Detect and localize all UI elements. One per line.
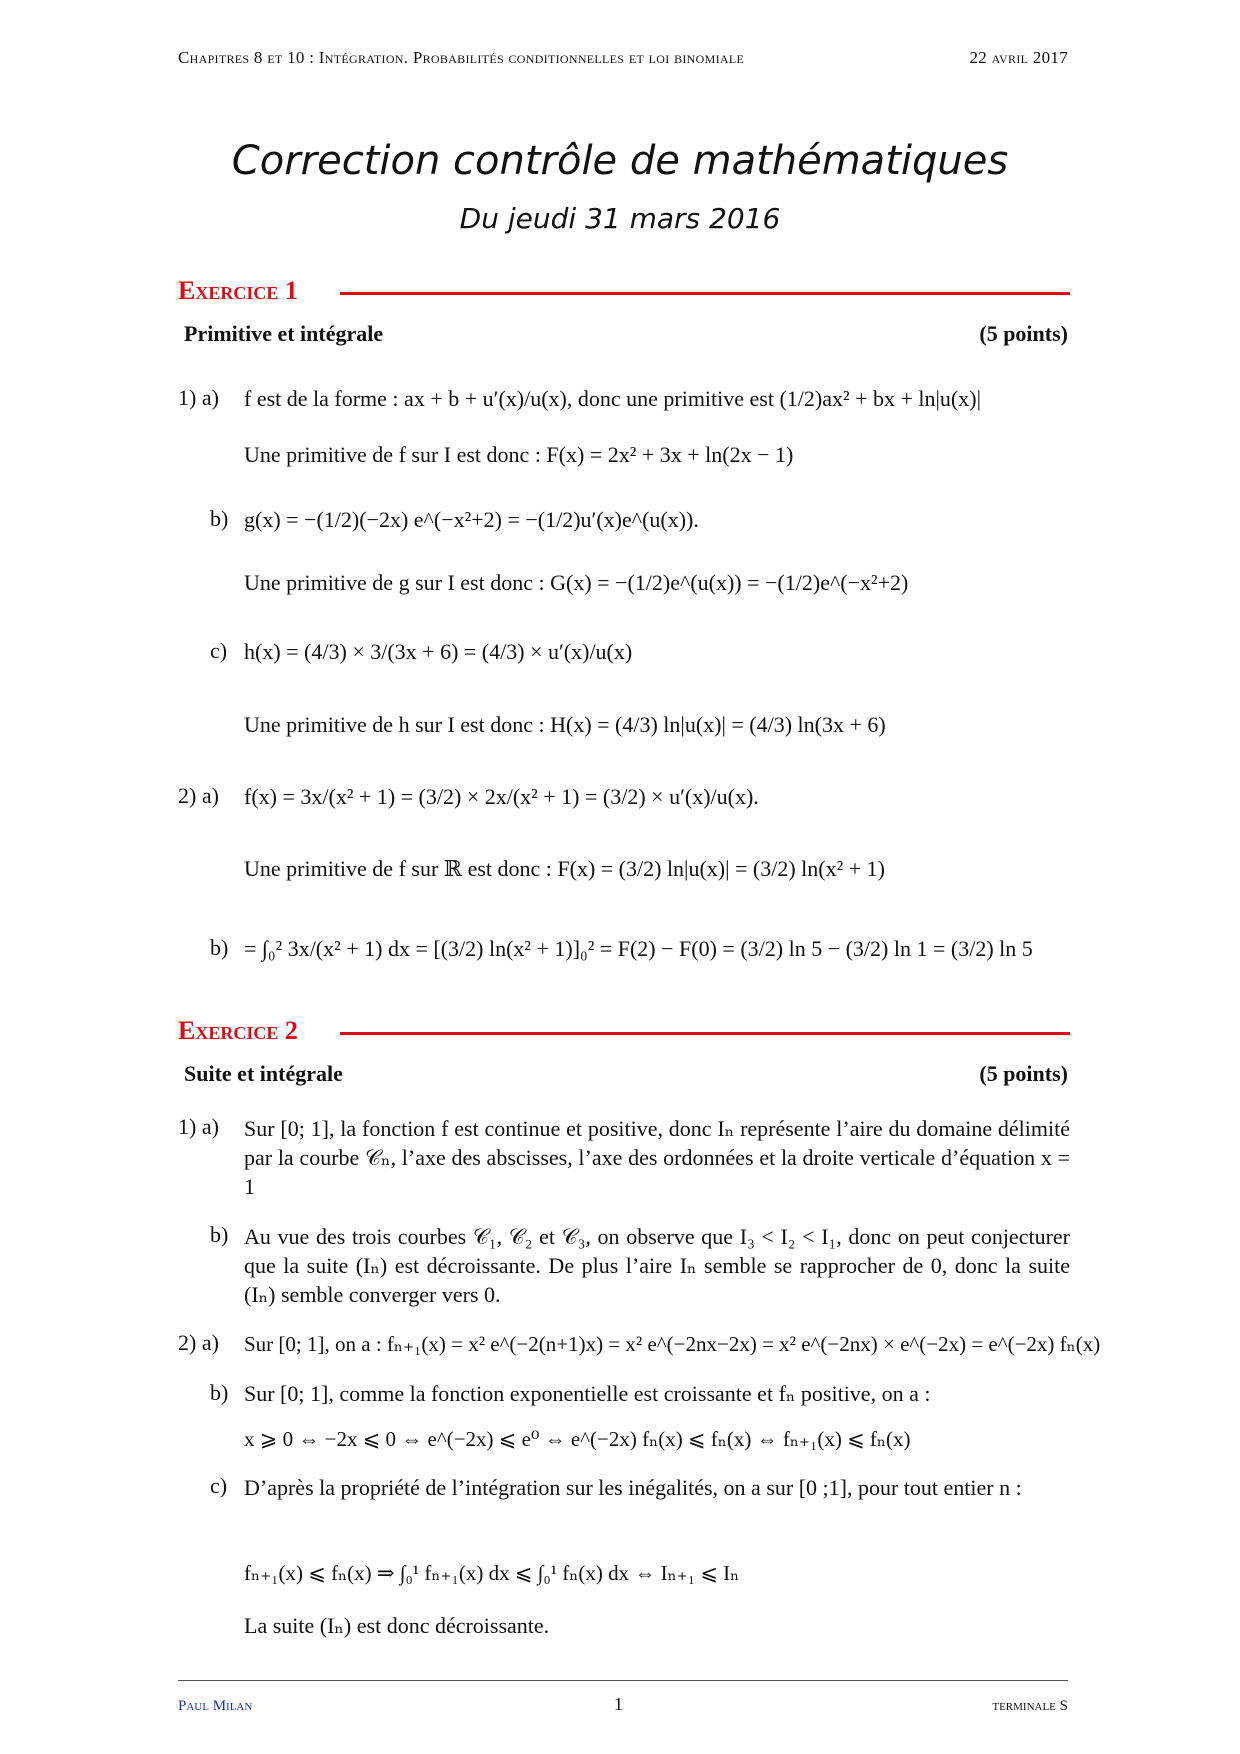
- ex2-q1a-label: 1) a): [178, 1114, 219, 1139]
- exercise-1-heading: Exercice 1: [178, 276, 298, 305]
- exercise-1-rule: [340, 292, 1070, 295]
- exercise-1-section-title: Primitive et intégrale: [184, 321, 384, 346]
- ex1-q2a-label: 2) a): [178, 783, 219, 808]
- footer-author: Paul Milan: [178, 1698, 253, 1714]
- footer-class: terminale S: [992, 1698, 1068, 1714]
- exercise-2-rule: [340, 1032, 1070, 1035]
- ex2-q2c-conclusion: La suite (Iₙ) est donc décroissante.: [244, 1613, 550, 1638]
- ex1-q2a-line1: f(x) = 3x/(x² + 1) = (3/2) × 2x/(x² + 1) = (3/2) × u′(x)/u(x).: [244, 784, 759, 809]
- ex1-q2a-line2: Une primitive de f sur ℝ est donc : F(x) = (3/2) ln|u(x)| = (3/2) ln(x² + 1): [244, 856, 885, 881]
- ex2-q2b-math: x ⩾ 0 ⇔ −2x ⩽ 0 ⇔ e^(−2x) ⩽ e⁰ ⇔ e^(−2x) fₙ(x) ⩽ fₙ(x) ⇔ fₙ₊₁(x) ⩽ fₙ(x): [244, 1427, 911, 1451]
- page-subtitle: Du jeudi 31 mars 2016: [459, 202, 781, 235]
- footer-rule: [178, 1680, 1068, 1681]
- ex2-q1b-label: b): [210, 1222, 229, 1247]
- exercise-2-section-title: Suite et intégrale: [184, 1061, 343, 1086]
- ex2-q2c-text: D’après la propriété de l’intégration sur les inégalités, on a sur [0 ;1], pour tout entier n :: [244, 1475, 1022, 1500]
- exercise-2-heading: Exercice 2: [178, 1016, 298, 1045]
- running-header-date: 22 avril 2017: [969, 48, 1068, 67]
- page-title: Correction contrôle de mathématiques: [231, 138, 1009, 184]
- ex2-q2c-math: fₙ₊₁(x) ⩽ fₙ(x) ⇒ ∫₀¹ fₙ₊₁(x) dx ⩽ ∫₀¹ fₙ(x) dx ⇔ Iₙ₊₁ ⩽ Iₙ: [244, 1561, 740, 1585]
- exercise-2-points: (5 points): [979, 1061, 1068, 1086]
- ex2-q2b-text: Sur [0; 1], comme la fonction exponentielle est croissante et fₙ positive, on a :: [244, 1381, 931, 1406]
- ex2-q2c-label: c): [210, 1473, 228, 1498]
- exercise-1-points: (5 points): [979, 321, 1068, 346]
- ex1-q1c-line2: Une primitive de h sur I est donc : H(x) = (4/3) ln|u(x)| = (4/3) ln(3x + 6): [244, 712, 886, 737]
- ex2-q1b-text: Au vue des trois courbes 𝒞₁, 𝒞₂ et 𝒞₃, on observe que I₃ < I₂ < I₁, donc on peut conjecturer que la suite (Iₙ) est décroissante. De plus l’aire Iₙ semble se rapprocher de 0, donc la suite (Iₙ) semble converger vers 0.: [244, 1224, 1070, 1307]
- ex1-q1b-line2: Une primitive de g sur I est donc : G(x) = −(1/2)e^(u(x)) = −(1/2)e^(−x²+2): [244, 570, 909, 595]
- ex1-q1a-label: 1) a): [178, 385, 219, 410]
- ex1-q1c-line1: h(x) = (4/3) × 3/(3x + 6) = (4/3) × u′(x)/u(x): [244, 639, 633, 664]
- ex1-q1b-line1: g(x) = −(1/2)(−2x) e^(−x²+2) = −(1/2)u′(x)e^(u(x)).: [244, 507, 699, 532]
- ex2-q2b-label: b): [210, 1380, 229, 1405]
- ex1-q1b-label: b): [210, 506, 229, 531]
- ex1-q1a-line2: Une primitive de f sur I est donc : F(x) = 2x² + 3x + ln(2x − 1): [244, 442, 794, 467]
- footer-page-number: 1: [614, 1694, 623, 1714]
- ex1-q1a-line1: f est de la forme : ax + b + u′(x)/u(x), donc une primitive est (1/2)ax² + bx + ln|u(x)|: [244, 386, 981, 411]
- ex1-q1c-label: c): [210, 638, 228, 663]
- ex2-q1a-text: Sur [0; 1], la fonction f est continue et positive, donc Iₙ représente l’aire du domaine délimité par la courbe 𝒞ₙ, l’axe des abscisses, l’axe des ordonnées et la droite verticale d’équation x = 1: [244, 1116, 1070, 1199]
- ex2-q2a-label: 2) a): [178, 1330, 219, 1355]
- ex2-q2a-text: Sur [0; 1], on a : fₙ₊₁(x) = x² e^(−2(n+1)x) = x² e^(−2nx−2x) = x² e^(−2nx) × e^(−2x) = e^(−2x) fₙ(x): [244, 1332, 1101, 1356]
- ex1-q2b-line1: = ∫₀² 3x/(x² + 1) dx = [(3/2) ln(x² + 1)]₀² = F(2) − F(0) = (3/2) ln 5 − (3/2) ln 1 = (3/2) ln 5: [244, 936, 1033, 961]
- running-header-title: Chapitres 8 et 10 : Intégration. Probabilités conditionnelles et loi binomiale: [178, 48, 745, 67]
- ex1-q2b-label: b): [210, 935, 229, 960]
